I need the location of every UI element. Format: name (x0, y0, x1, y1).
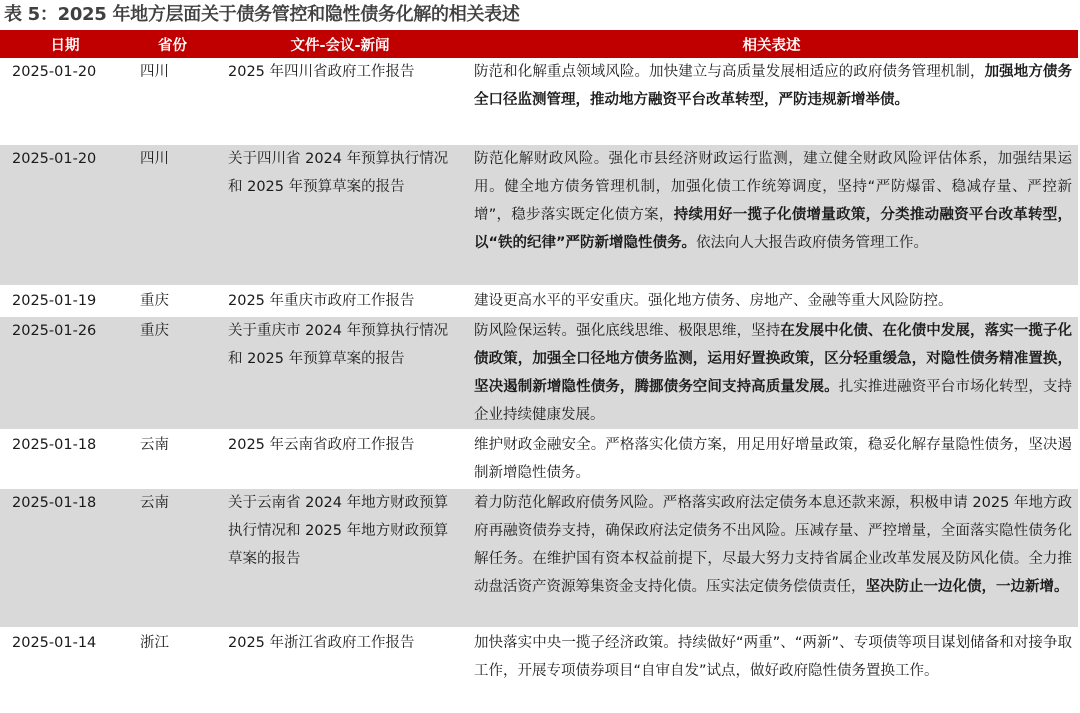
cell-document: 关于四川省 2024 年预算执行情况和 2025 年预算草案的报告 (215, 144, 465, 286)
statement-text: 建设更高水平的平安重庆。强化地方债务、房地产、金融等重大风险防控。 (474, 293, 953, 309)
cell-province: 浙江 (130, 628, 215, 712)
statement-text: 防范和化解重点领域风险。加快建立与高质量发展相适应的政府债务管理机制， (474, 64, 985, 80)
header-document: 文件-会议-新闻 (215, 30, 465, 58)
table-title: 表 5：2025 年地方层面关于债务管控和隐性债务化解的相关表述 (4, 4, 520, 25)
cell-province: 四川 (130, 58, 215, 144)
cell-date: 2025-01-18 (0, 488, 130, 628)
cell-province: 重庆 (130, 286, 215, 316)
table-header-row (0, 30, 1078, 58)
table-row (0, 488, 1078, 628)
table-row (0, 58, 1078, 144)
cell-date: 2025-01-26 (0, 316, 130, 430)
statement-text: 防范化解财政风险。强化市县经济财政运行监测，建立健全财政风险评估体系，加强结果运用。健全地方债务管理机制，加强化债工作统筹调度，坚持“严防爆雷、稳减存量、严控新增”，稳步落实既定化债方案， (474, 151, 1072, 223)
cell-statement (465, 316, 1078, 430)
cell-statement (465, 628, 1078, 712)
cell-date: 2025-01-14 (0, 628, 130, 712)
table-row (0, 430, 1078, 488)
cell-province: 云南 (130, 430, 215, 488)
cell-statement (465, 144, 1078, 286)
cell-statement (465, 488, 1078, 628)
statement-text: 扎实推进融资平台市场化转型，支持企业持续健康发展。 (474, 379, 1072, 423)
statement-text: 着力防范化解政府债务风险。严格落实政府法定债务本息还款来源，积极申请 2025 年地方政府再融资债券支持，确保政府法定债务不出风险。压减存量、严控增量，全面落实隐性债务化解任务。在维护国有资本权益前提下，尽最大努力支持省属企业改革发展及防风化债。全力推动盘活资产资源筹集资金支持化债。压实法定债务偿债责任， (474, 495, 1072, 595)
cell-document: 2025 年浙江省政府工作报告 (215, 628, 465, 712)
statement-text: 防风险保运转。强化底线思维、极限思维，坚持 (474, 323, 781, 339)
cell-province: 重庆 (130, 316, 215, 430)
statement-text-bold: 坚决防止一边化债，一边新增。 (865, 579, 1069, 595)
debt-statements-table (0, 30, 1078, 713)
statement-text-bold: 加强地方债务全口径监测管理，推动地方融资平台改革转型，严防违规新增举债。 (474, 64, 1072, 108)
cell-document: 2025 年重庆市政府工作报告 (215, 286, 465, 316)
cell-date: 2025-01-19 (0, 286, 130, 316)
cell-statement (465, 58, 1078, 144)
header-statement: 相关表述 (465, 30, 1078, 58)
cell-date: 2025-01-18 (0, 430, 130, 488)
table-row (0, 628, 1078, 712)
table-row (0, 286, 1078, 316)
statement-text: 维护财政金融安全。严格落实化债方案，用足用好增量政策，稳妥化解存量隐性债务，坚决遏制新增隐性债务。 (474, 437, 1072, 481)
cell-statement (465, 430, 1078, 488)
cell-document: 关于云南省 2024 年地方财政预算执行情况和 2025 年地方财政预算草案的报告 (215, 488, 465, 628)
cell-document: 2025 年四川省政府工作报告 (215, 58, 465, 144)
table-row (0, 144, 1078, 286)
statement-text-bold: 在发展中化债、在化债中发展，落实一揽子化债政策，加强全口径地方债务监测，运用好置换政策，区分轻重缓急，对隐性债务精准置换，坚决遏制新增隐性债务，腾挪债务空间支持高质量发展。 (474, 323, 1073, 395)
statement-text: 依法向人大报告政府债务管理工作。 (696, 235, 929, 251)
cell-date: 2025-01-20 (0, 144, 130, 286)
table-row (0, 316, 1078, 430)
cell-document: 2025 年云南省政府工作报告 (215, 430, 465, 488)
cell-statement (465, 286, 1078, 316)
header-date: 日期 (0, 30, 130, 58)
cell-province: 四川 (130, 144, 215, 286)
cell-document: 关于重庆市 2024 年预算执行情况和 2025 年预算草案的报告 (215, 316, 465, 430)
cell-province: 云南 (130, 488, 215, 628)
statement-text-bold: 持续用好一揽子化债增量政策，分类推动融资平台改革转型，以“铁的纪律”严防新增隐性债务。 (474, 207, 1072, 251)
cell-date: 2025-01-20 (0, 58, 130, 144)
statement-text: 加快落实中央一揽子经济政策。持续做好“两重”、“两新”、专项债等项目谋划储备和对接争取工作，开展专项债券项目“自审自发”试点，做好政府隐性债务置换工作。 (474, 635, 1072, 679)
header-province: 省份 (130, 30, 215, 58)
